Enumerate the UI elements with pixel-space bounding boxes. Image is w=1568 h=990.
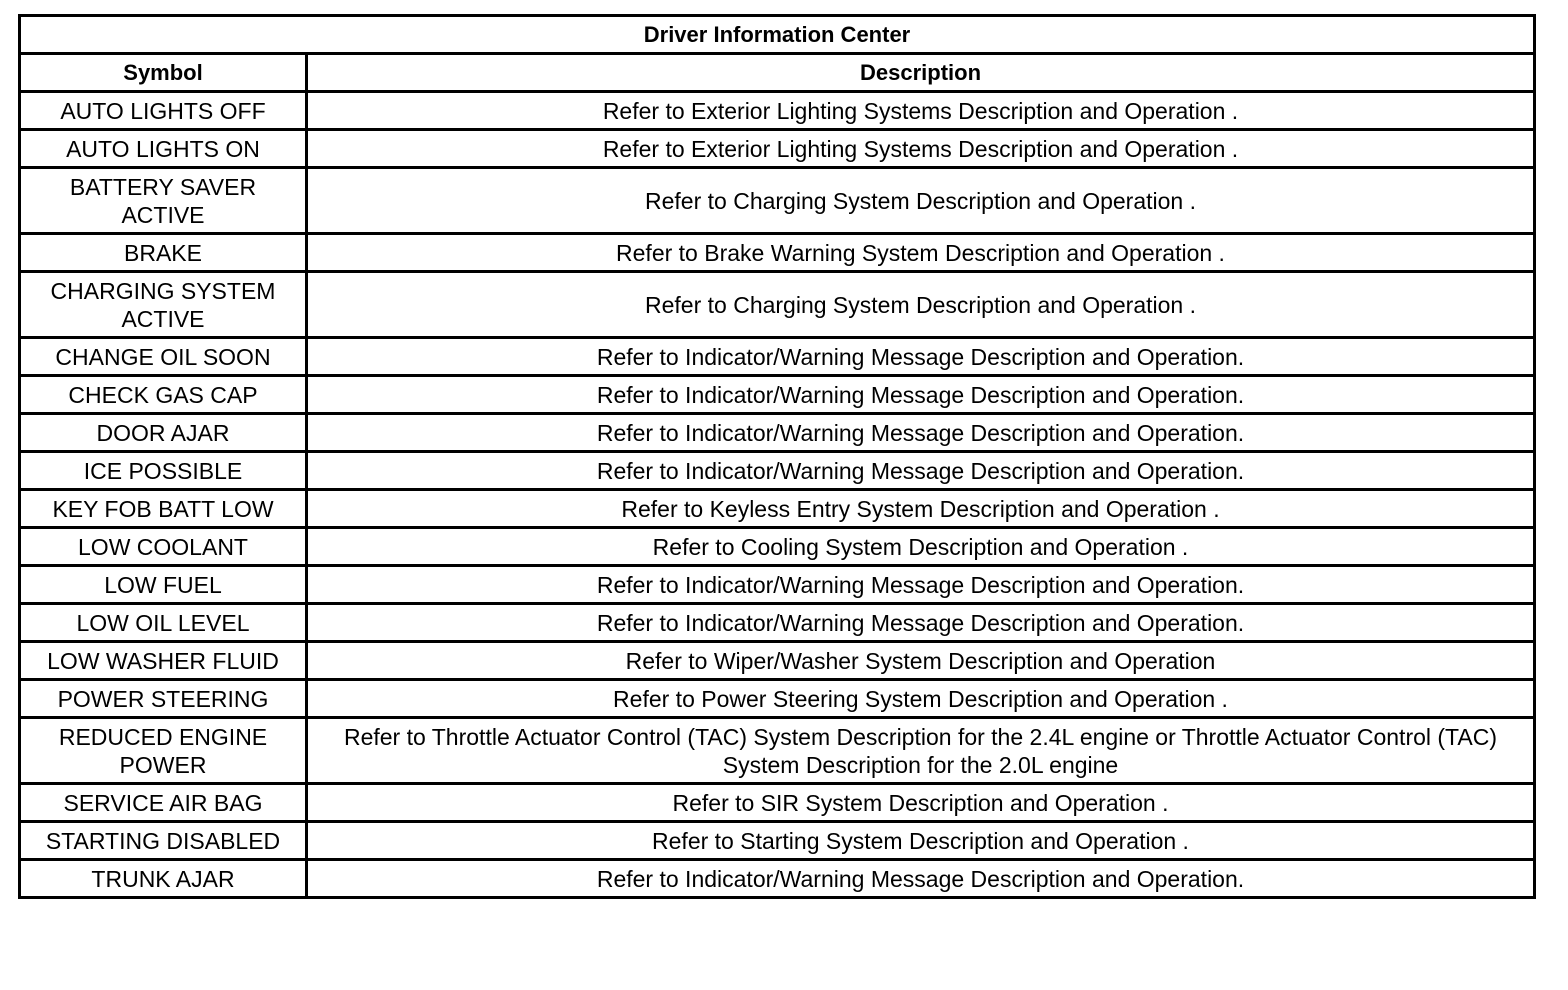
symbol-cell: CHANGE OIL SOON [20, 338, 307, 376]
table-row [20, 860, 1535, 898]
table-row [20, 642, 1535, 680]
table-row [20, 822, 1535, 860]
description-cell: Refer to Indicator/Warning Message Description and Operation. [307, 414, 1535, 452]
symbol-cell: SERVICE AIR BAG [20, 784, 307, 822]
description-cell: Refer to Keyless Entry System Description and Operation . [307, 490, 1535, 528]
description-cell: Refer to Power Steering System Description and Operation . [307, 680, 1535, 718]
table-row [20, 528, 1535, 566]
description-cell: Refer to Indicator/Warning Message Description and Operation. [307, 452, 1535, 490]
description-cell: Refer to Indicator/Warning Message Description and Operation. [307, 604, 1535, 642]
symbol-cell: CHECK GAS CAP [20, 376, 307, 414]
driver-information-center-table [18, 14, 1536, 899]
table-row [20, 234, 1535, 272]
description-cell: Refer to Charging System Description and Operation . [307, 168, 1535, 234]
symbol-cell: STARTING DISABLED [20, 822, 307, 860]
symbol-cell: TRUNK AJAR [20, 860, 307, 898]
table-row [20, 490, 1535, 528]
table-row [20, 130, 1535, 168]
table-row [20, 452, 1535, 490]
symbol-cell: KEY FOB BATT LOW [20, 490, 307, 528]
table-row [20, 168, 1535, 234]
table-row [20, 376, 1535, 414]
column-header-symbol: Symbol [20, 54, 307, 92]
table-row [20, 566, 1535, 604]
symbol-cell: POWER STEERING [20, 680, 307, 718]
table-row [20, 338, 1535, 376]
description-cell: Refer to SIR System Description and Operation . [307, 784, 1535, 822]
table-row [20, 414, 1535, 452]
symbol-cell: LOW COOLANT [20, 528, 307, 566]
table-row [20, 604, 1535, 642]
symbol-cell: BATTERY SAVER ACTIVE [20, 168, 307, 234]
symbol-cell: LOW FUEL [20, 566, 307, 604]
description-cell: Refer to Cooling System Description and Operation . [307, 528, 1535, 566]
symbol-cell: LOW OIL LEVEL [20, 604, 307, 642]
symbol-cell: LOW WASHER FLUID [20, 642, 307, 680]
description-cell: Refer to Charging System Description and Operation . [307, 272, 1535, 338]
description-cell: Refer to Exterior Lighting Systems Description and Operation . [307, 130, 1535, 168]
table-row [20, 92, 1535, 130]
description-cell: Refer to Starting System Description and Operation . [307, 822, 1535, 860]
symbol-cell: DOOR AJAR [20, 414, 307, 452]
description-cell: Refer to Indicator/Warning Message Description and Operation. [307, 860, 1535, 898]
description-cell: Refer to Throttle Actuator Control (TAC) System Description for the 2.4L engine or Throttle Actuator Control (TAC) System Description for the 2.0L engine [307, 718, 1535, 784]
column-header-description: Description [307, 54, 1535, 92]
description-cell: Refer to Indicator/Warning Message Description and Operation. [307, 566, 1535, 604]
table-title: Driver Information Center [20, 16, 1535, 54]
symbol-cell: AUTO LIGHTS ON [20, 130, 307, 168]
table-row [20, 680, 1535, 718]
table-title-row [20, 16, 1535, 54]
symbol-cell: REDUCED ENGINE POWER [20, 718, 307, 784]
symbol-cell: AUTO LIGHTS OFF [20, 92, 307, 130]
table-row [20, 784, 1535, 822]
description-cell: Refer to Brake Warning System Description and Operation . [307, 234, 1535, 272]
symbol-cell: ICE POSSIBLE [20, 452, 307, 490]
description-cell: Refer to Indicator/Warning Message Description and Operation. [307, 376, 1535, 414]
symbol-cell: BRAKE [20, 234, 307, 272]
description-cell: Refer to Exterior Lighting Systems Description and Operation . [307, 92, 1535, 130]
table-header-row [20, 54, 1535, 92]
table-row [20, 272, 1535, 338]
symbol-cell: CHARGING SYSTEM ACTIVE [20, 272, 307, 338]
table-row [20, 718, 1535, 784]
description-cell: Refer to Wiper/Washer System Description and Operation [307, 642, 1535, 680]
description-cell: Refer to Indicator/Warning Message Description and Operation. [307, 338, 1535, 376]
